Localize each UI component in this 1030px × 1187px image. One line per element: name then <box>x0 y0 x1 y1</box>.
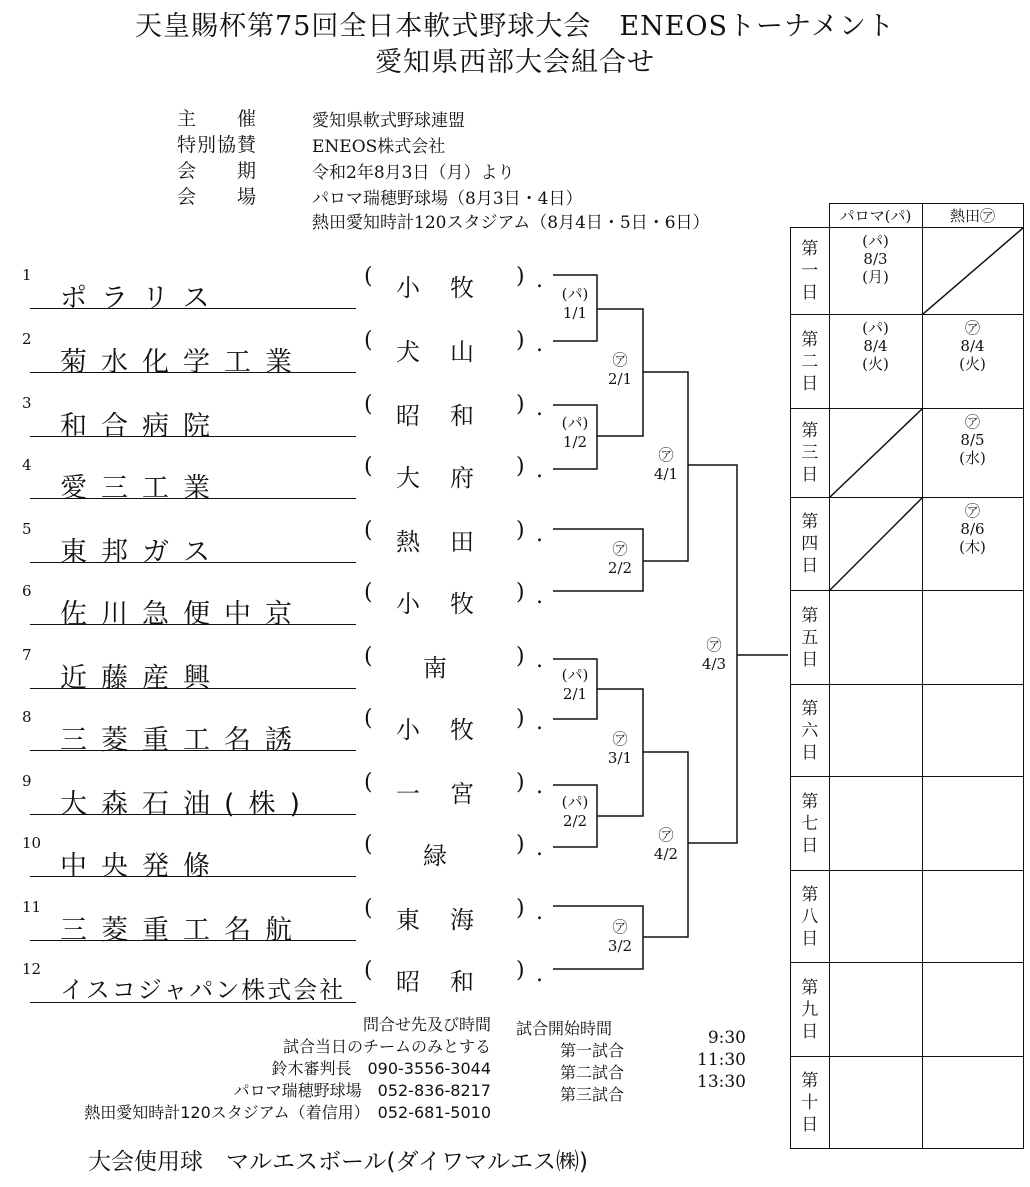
region-close-paren: ) <box>516 392 525 417</box>
meta-label-sponsor: 特別協賛 <box>177 134 258 156</box>
start-times-heading: 試合開始時間 <box>516 1019 613 1038</box>
schedule-cell-atsuta <box>922 963 1023 1057</box>
team-name: 菊水化学工業 <box>60 347 306 378</box>
team-name: 愛三工業 <box>60 473 224 504</box>
team-number: 10 <box>22 834 42 852</box>
region-close-paren: ) <box>516 264 525 289</box>
team-region: 昭和 <box>396 968 504 996</box>
meta-value-sponsor: ENEOS株式会社 <box>312 137 446 157</box>
team-region: 昭和 <box>396 402 504 430</box>
schedule-cell-atsuta <box>922 685 1023 777</box>
team-region: 犬山 <box>396 338 504 366</box>
team-region: 熱田 <box>396 528 504 556</box>
team-region: 東海 <box>396 906 504 934</box>
team-number: 2 <box>22 330 32 348</box>
schedule-day-label: 第五日 <box>791 591 830 685</box>
team-region: 一宮 <box>396 780 504 808</box>
page-subtitle: 愛知県西部大会組合せ <box>375 47 655 78</box>
schedule-cell-paloma <box>829 591 922 685</box>
schedule-cell-paloma <box>829 1057 922 1149</box>
contact-block <box>84 1014 491 1124</box>
region-close-paren: ) <box>516 770 525 795</box>
schedule-cell-paloma <box>829 409 922 498</box>
meta-value-period: 令和2年8月3日（月）より <box>312 163 515 183</box>
schedule-row <box>791 409 1024 498</box>
bracket-dot: . <box>536 522 543 547</box>
region-open-paren: ( <box>364 770 373 795</box>
team-region: 緑 <box>423 842 477 870</box>
meta-value-venue: パロマ瑞穂野球場（8月3日・4日） <box>312 189 583 209</box>
match-2-label: (パ) 1/2 <box>561 414 589 451</box>
team-name: イスコジャパン株式会社 <box>60 976 346 1004</box>
contact-atsuta: 熱田愛知時計120スタジアム（着信用） 052-681-5010 <box>84 1103 491 1122</box>
region-close-paren: ) <box>516 644 525 669</box>
empty-cell-slash <box>830 409 922 497</box>
match-4-label: ㋐ 2/2 <box>607 540 633 577</box>
team-name: 佐川急便中京 <box>60 599 306 630</box>
bracket-dot: . <box>536 396 543 421</box>
schedule-cell-paloma <box>829 871 922 963</box>
region-open-paren: ( <box>364 644 373 669</box>
schedule-day-label: 第八日 <box>791 871 830 963</box>
bracket-dot: . <box>536 332 543 357</box>
region-open-paren: ( <box>364 328 373 353</box>
team-number: 3 <box>22 394 32 412</box>
team-number: 5 <box>22 520 32 538</box>
bracket-dot: . <box>536 584 543 609</box>
match-5-label: ㋐ 4/1 <box>653 446 679 483</box>
region-open-paren: ( <box>364 832 373 857</box>
region-close-paren: ) <box>516 896 525 921</box>
schedule-cell-paloma <box>829 777 922 871</box>
region-close-paren: ) <box>516 454 525 479</box>
schedule-row <box>791 228 1024 315</box>
team-name: 近藤産興 <box>60 663 224 694</box>
region-open-paren: ( <box>364 392 373 417</box>
match-6-label: (パ) 2/1 <box>561 666 589 703</box>
empty-cell-slash <box>923 228 1023 314</box>
schedule-row <box>791 963 1024 1057</box>
schedule-cell-paloma <box>829 685 922 777</box>
match-1-label: (パ) 1/1 <box>561 285 589 322</box>
bracket-dot: . <box>536 710 543 735</box>
region-open-paren: ( <box>364 958 373 983</box>
bracket-dot: . <box>536 268 543 293</box>
schedule-cell-atsuta: ㋐ 8/5 (水) <box>922 409 1023 498</box>
team-number: 11 <box>22 898 42 916</box>
team-number: 4 <box>22 456 32 474</box>
team-number: 1 <box>22 266 32 284</box>
team-name: 三菱重工名誘 <box>60 725 306 756</box>
footer-ball: 大会使用球 マルエスボール(ダイワマルエス㈱) <box>88 1149 589 1175</box>
schedule-cell-atsuta: ㋐ 8/4 (火) <box>922 315 1023 409</box>
bracket-dot: . <box>536 900 543 925</box>
schedule-cell-atsuta <box>922 591 1023 685</box>
meta-label-organizer: 主 催 <box>177 108 258 130</box>
meta-value-organizer: 愛知県軟式野球連盟 <box>312 111 465 131</box>
region-open-paren: ( <box>364 706 373 731</box>
team-name: 三菱重工名航 <box>60 915 306 946</box>
schedule-cell-atsuta <box>922 871 1023 963</box>
schedule-day-label: 第六日 <box>791 685 830 777</box>
schedule-row <box>791 871 1024 963</box>
region-close-paren: ) <box>516 580 525 605</box>
schedule-table <box>790 203 1024 1149</box>
team-region: 小牧 <box>396 274 504 302</box>
team-number: 6 <box>22 582 32 600</box>
region-open-paren: ( <box>364 454 373 479</box>
region-open-paren: ( <box>364 518 373 543</box>
team-region: 大府 <box>396 464 504 492</box>
meta-label-venue: 会 場 <box>177 186 258 208</box>
match-3-label: ㋐ 2/1 <box>607 351 633 388</box>
schedule-day-label: 第二日 <box>791 315 830 409</box>
schedule-header-paloma: パロマ(パ) <box>829 204 922 228</box>
schedule-cell-atsuta <box>922 1057 1023 1149</box>
region-close-paren: ) <box>516 832 525 857</box>
match-final-label: ㋐ 4/3 <box>701 636 727 673</box>
start-times-labels: 第一試合 第二試合 第三試合 <box>560 1041 625 1104</box>
empty-cell-slash <box>830 498 922 590</box>
schedule-day-label: 第九日 <box>791 963 830 1057</box>
team-region: 南 <box>423 654 477 682</box>
region-close-paren: ) <box>516 706 525 731</box>
schedule-day-label: 第四日 <box>791 498 830 591</box>
meta-label-period: 会 期 <box>177 160 258 182</box>
contact-paloma: パロマ瑞穂野球場 052-836-8217 <box>233 1081 491 1100</box>
schedule-cell-paloma <box>829 498 922 591</box>
contact-heading: 問合せ先及び時間 <box>362 1015 491 1034</box>
bracket-dot: . <box>536 836 543 861</box>
team-region: 小牧 <box>396 590 504 618</box>
schedule-header-atsuta: 熱田㋐ <box>922 204 1023 228</box>
team-name: 中央発條 <box>60 851 224 882</box>
team-name: 東邦ガス <box>60 537 224 568</box>
team-name: 大森石油(株) <box>60 789 315 820</box>
start-times-values: 9:30 11:30 13:30 <box>697 1028 746 1092</box>
bracket-dot: . <box>536 962 543 987</box>
schedule-row <box>791 591 1024 685</box>
schedule-day-label: 第三日 <box>791 409 830 498</box>
schedule-day-label: 第七日 <box>791 777 830 871</box>
schedule-row <box>791 498 1024 591</box>
team-number: 7 <box>22 646 32 664</box>
schedule-row <box>791 685 1024 777</box>
team-number: 9 <box>22 772 32 790</box>
schedule-day-label: 第一日 <box>791 228 830 315</box>
contact-note: 試合当日のチームのみとする <box>282 1037 491 1056</box>
schedule-cell-atsuta <box>922 777 1023 871</box>
region-open-paren: ( <box>364 264 373 289</box>
schedule-row <box>791 1057 1024 1149</box>
schedule-cell-paloma: (パ) 8/3 (月) <box>829 228 922 315</box>
team-number: 8 <box>22 708 32 726</box>
match-7-label: (パ) 2/2 <box>561 793 589 830</box>
bracket-dot: . <box>536 774 543 799</box>
schedule-cell-atsuta <box>922 228 1023 315</box>
bracket-dot: . <box>536 458 543 483</box>
team-name: 和合病院 <box>60 411 224 442</box>
schedule-cell-atsuta: ㋐ 8/6 (木) <box>922 498 1023 591</box>
page-title: 天皇賜杯第75回全日本軟式野球大会 ENEOSトーナメント <box>135 11 895 42</box>
schedule-row <box>791 315 1024 409</box>
match-9-label: ㋐ 3/2 <box>607 918 633 955</box>
schedule-cell-paloma <box>829 963 922 1057</box>
team-number: 12 <box>22 960 42 978</box>
contact-referee: 鈴木審判長 090-3556-3044 <box>271 1059 491 1078</box>
match-10-label: ㋐ 4/2 <box>653 826 679 863</box>
team-region: 小牧 <box>396 716 504 744</box>
region-open-paren: ( <box>364 896 373 921</box>
schedule-row <box>791 777 1024 871</box>
schedule-day-label: 第十日 <box>791 1057 830 1149</box>
bracket-dot: . <box>536 648 543 673</box>
region-close-paren: ) <box>516 958 525 983</box>
region-open-paren: ( <box>364 580 373 605</box>
region-close-paren: ) <box>516 518 525 543</box>
schedule-cell-paloma: (パ) 8/4 (火) <box>829 315 922 409</box>
team-name: ポラリス <box>60 283 224 314</box>
match-8-label: ㋐ 3/1 <box>607 730 633 767</box>
meta-value-venue-2: 熱田愛知時計120スタジアム（8月4日・5日・6日） <box>312 213 710 233</box>
region-close-paren: ) <box>516 328 525 353</box>
